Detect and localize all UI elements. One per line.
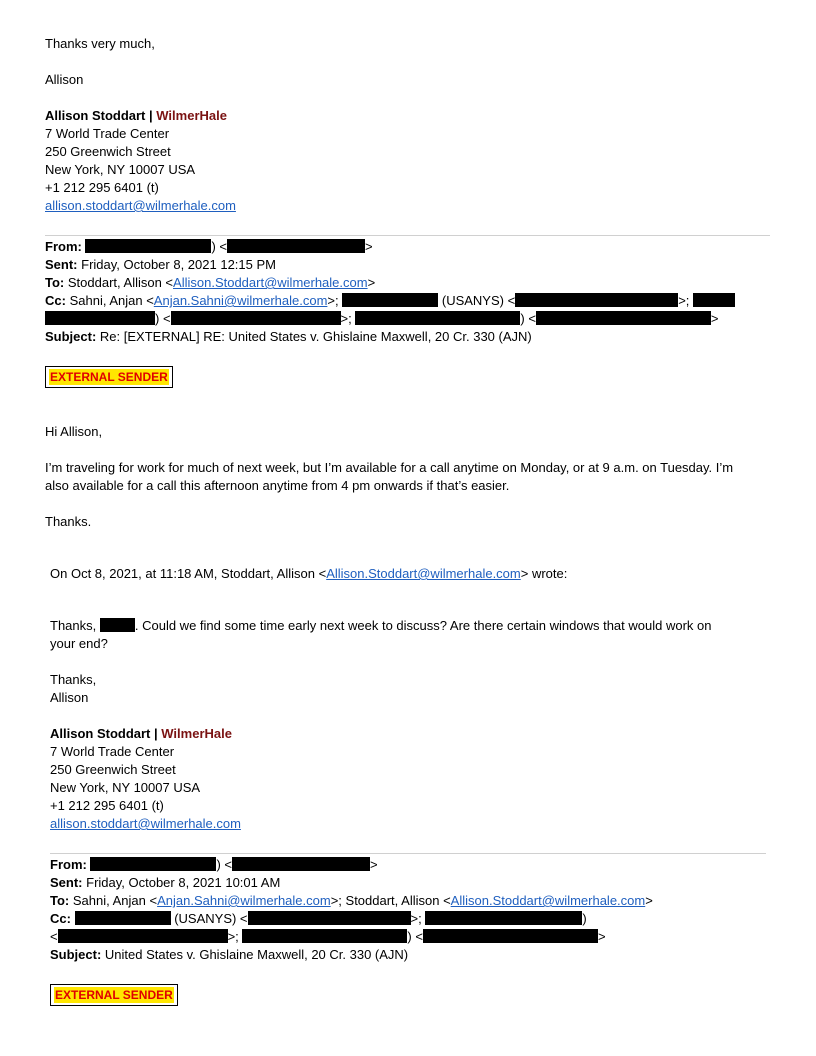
to-line: To: Sahni, Anjan <Anjan.Sahni@wilmerhale.com>; Stoddart, Allison <Allison.Stoddart@wilmerhale.com> — [50, 893, 653, 908]
cc-email-link[interactable]: Anjan.Sahni@wilmerhale.com — [153, 293, 328, 308]
cc-usanys: (USANYS) < — [174, 911, 248, 926]
redaction-block — [171, 311, 341, 325]
signature-address-1: 7 World Trade Center — [45, 126, 170, 141]
signature-separator: | — [154, 726, 158, 741]
signature-phone: +1 212 295 6401 (t) — [50, 798, 164, 813]
redaction-block — [242, 929, 407, 943]
body-line: I’m traveling for work for much of next week, but I’m available for a call anytime on Monday, or at 9 a.m. on Tuesday. I’m — [45, 460, 734, 475]
sent-value: Friday, October 8, 2021 12:15 PM — [81, 257, 276, 272]
subject-label: Subject: — [45, 329, 97, 344]
to-line: To: Stoddart, Allison <Allison.Stoddart@wilmerhale.com> — [45, 275, 376, 290]
sent-label: Sent: — [45, 257, 78, 272]
from-line: From: ) < > — [50, 857, 378, 872]
external-sender-label: EXTERNAL SENDER — [55, 988, 173, 1002]
cc-name: Sahni, Anjan < — [69, 293, 154, 308]
body-line: also available for a call this afternoon anytime from 4 pm onwards if that’s easier. — [45, 478, 510, 493]
signature-firm: WilmerHale — [161, 726, 232, 741]
greeting: Hi Allison, — [45, 424, 103, 439]
quote-intro-email-link[interactable]: Allison.Stoddart@wilmerhale.com — [326, 566, 521, 581]
redaction-block — [425, 911, 582, 925]
redaction-block — [248, 911, 411, 925]
to-name: Sahni, Anjan < — [72, 893, 158, 908]
to-email-link[interactable]: Anjan.Sahni@wilmerhale.com — [157, 893, 331, 908]
to-email-link[interactable]: Allison.Stoddart@wilmerhale.com — [450, 893, 646, 908]
cc-label: Cc: — [45, 293, 66, 308]
body-thanks: Thanks. — [45, 514, 92, 529]
signature-separator: | — [149, 108, 153, 123]
cc-line-continued: ) < >; ) < > — [45, 310, 719, 328]
redaction-block — [515, 293, 678, 307]
cc-label: Cc: — [50, 911, 71, 926]
from-label: From: — [45, 239, 82, 254]
redaction-block — [355, 311, 520, 325]
quote-thanks: Thanks, — [50, 672, 97, 687]
redaction-block — [423, 929, 598, 943]
signature-name-line — [50, 725, 232, 743]
from-label: From: — [50, 857, 87, 872]
redaction-block — [75, 911, 171, 925]
quote-body-line: your end? — [50, 636, 108, 651]
external-sender-label: EXTERNAL SENDER — [50, 370, 168, 384]
signature-address-3: New York, NY 10007 USA — [50, 780, 201, 795]
signature-address-1: 7 World Trade Center — [50, 744, 175, 759]
signature-firm: WilmerHale — [156, 108, 227, 123]
signature-email-link[interactable]: allison.stoddart@wilmerhale.com — [45, 198, 236, 213]
header-divider — [50, 853, 766, 854]
subject-value: Re: [EXTERNAL] RE: United States v. Ghislaine Maxwell, 20 Cr. 330 (AJN) — [99, 329, 532, 344]
sent-line — [45, 256, 276, 274]
to-name: Stoddart, Allison < — [67, 275, 174, 290]
quote-intro-text: On Oct 8, 2021, at 11:18 AM, Stoddart, Allison < — [50, 566, 327, 581]
redaction-block — [58, 929, 228, 943]
quote-thanks-prefix: Thanks, — [50, 618, 97, 633]
from-line: From: ) < > — [45, 239, 373, 254]
redaction-block — [232, 857, 370, 871]
signature-address-2: 250 Greenwich Street — [45, 144, 171, 159]
signature-email-link[interactable]: allison.stoddart@wilmerhale.com — [50, 816, 241, 831]
closing-name: Allison — [45, 72, 84, 87]
cc-usanys: (USANYS) < — [441, 293, 516, 308]
signature-name-line — [45, 107, 227, 125]
signature-name: Allison Stoddart — [45, 108, 146, 123]
subject-line — [45, 328, 532, 346]
header-divider — [45, 235, 770, 236]
to-label: To: — [50, 893, 70, 908]
sent-label: Sent: — [50, 875, 83, 890]
redaction-block — [45, 311, 155, 325]
sent-line — [50, 874, 280, 892]
sent-value: Friday, October 8, 2021 10:01 AM — [86, 875, 281, 890]
signature-address-3: New York, NY 10007 USA — [45, 162, 196, 177]
to-email-link[interactable]: Allison.Stoddart@wilmerhale.com — [173, 275, 368, 290]
signature-phone: +1 212 295 6401 (t) — [45, 180, 159, 195]
subject-label: Subject: — [50, 947, 102, 962]
cc-line-continued: < >; ) < > — [50, 929, 606, 944]
quote-intro — [50, 565, 567, 583]
signature-address-2: 250 Greenwich Street — [50, 762, 176, 777]
to-name: >; Stoddart, Allison < — [330, 893, 451, 908]
redaction-block — [342, 293, 438, 307]
to-label: To: — [45, 275, 65, 290]
redaction-block — [227, 239, 365, 253]
subject-value: United States v. Ghislaine Maxwell, 20 Cr. 330 (AJN) — [104, 947, 409, 962]
quote-name: Allison — [50, 690, 89, 705]
external-sender-badge — [50, 984, 178, 1006]
quote-intro-suffix: > wrote: — [520, 566, 568, 581]
quote-body-line — [50, 617, 711, 635]
redaction-block — [85, 239, 211, 253]
signature-name: Allison Stoddart — [50, 726, 151, 741]
cc-line: Cc: Sahni, Anjan <Anjan.Sahni@wilmerhale.com>; (USANYS) < >; — [45, 292, 735, 310]
quote-body-text: . Could we find some time early next week to discuss? Are there certain windows that would work on — [134, 618, 712, 633]
subject-line — [50, 946, 408, 964]
redaction-block — [90, 857, 216, 871]
redaction-block — [693, 293, 735, 307]
redaction-block — [100, 618, 135, 632]
closing-text: Thanks very much, — [45, 36, 155, 51]
redaction-block — [536, 311, 711, 325]
external-sender-badge — [45, 366, 173, 388]
cc-line: Cc: (USANYS) < >; ) — [50, 911, 587, 926]
